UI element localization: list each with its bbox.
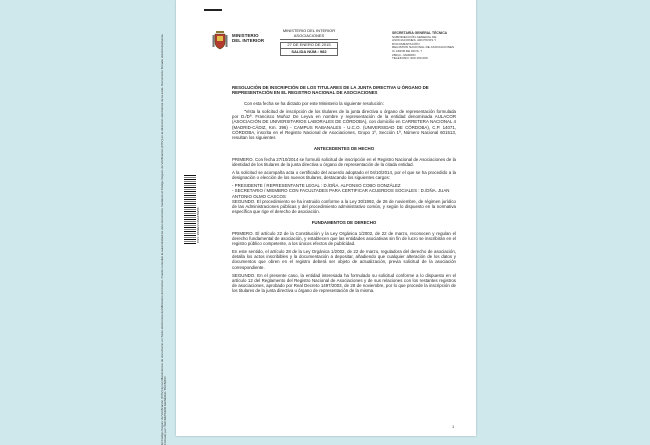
list-item: - SECRETARIO / MIEMBRO CON FACULTADES PARA CERTIFICAR ACUERDOS SOCIALES : D./DÑA. JUAN ANTONIO OLMO CASCOS bbox=[232, 188, 450, 199]
stamp-ministry: MINISTERIO DEL INTERIOR bbox=[282, 28, 336, 33]
registry-stamp bbox=[280, 29, 338, 56]
office-line: REGISTRO NACIONAL DE ASOCIACIONES bbox=[392, 45, 455, 50]
document-page bbox=[160, 0, 476, 445]
office-heading: SECRETARÍA GENERAL TÉCNICA bbox=[392, 31, 448, 35]
paragraph: "Vista la solicitud de inscripción de los titulares de la junta directiva u órgano de representación formulada por D./Dª. Francisco Muñoz De Leyva en nombre y representación de la entidad denominada AULACOR (ASOCIACIÓN DE UNIVERSITARIOS LABORALES DE CÓRDOBA), con domicilio en CARRETERA NACIONAL 4 (MADRID-CÁDIZ, Km. 396) - CAMPUS RABANALES - U.C.O. (UNIVERSIDAD DE CÓRDOBA), C.P. 14071, CÓRDOBA, inscrita en el Registro Nacional de Asociaciones, Grupo 1º, Sección 1ª, Número Nacional 601513, resultan los siguientes bbox=[232, 109, 456, 140]
top-dash-mark bbox=[204, 9, 222, 11]
paragraph: A la solicitud se acompaña acta o certificado del acuerdo adoptado el 04/10/2014, por el que se ha procedido a la designación o elección de los nuevos titulares, destacando los siguientes cargos: bbox=[232, 170, 456, 181]
page-number: 1 bbox=[452, 424, 455, 429]
issuing-office bbox=[392, 32, 472, 61]
list-item: - PRESIDENTE / REPRESENTANTE LEGAL : D./DÑA. ALFONSO COBO GONZÁLEZ bbox=[232, 183, 401, 189]
paragraph: SEGUNDO. En el presente caso, la entidad interesada ha formulado su solicitud conforme a lo dispuesto en el artículo 12 del Reglamento del Registro Nacional de Asociaciones y de sus relaciones con los restantes registros de asociaciones, aprobado por Real Decreto 1497/2003, de 28 de noviembre, por lo que procede la inscripción de los titulares de la junta directiva u órgano de representación de la misma. bbox=[232, 272, 456, 293]
coat-of-arms-icon bbox=[212, 30, 228, 50]
paragraph: En este sentido, el artículo 28 de la Ley Orgánica 1/2002, de 22 de marzo, reguladora del derecho de asociación, detalla los actos inscribibles y la documentación a depositar, añadiendo que cualquier alteración de los datos y documentos que obren en el registro deberá ser objeto de actualización, previa solicitud de la asociación correspondiente. bbox=[232, 249, 456, 270]
office-line: 28014 - MADRID bbox=[392, 52, 416, 57]
section-heading: FUNDAMENTOS DE DERECHO bbox=[311, 219, 377, 225]
paragraph: SEGUNDO. El procedimiento se ha instruido conforme a la Ley 30/1992, de 26 de noviembre, de régimen jurídico de las Administraciones públicas y del procedimiento administrativo común, y según lo dispuesto en la normativa específica que rige el derecho de asociación. bbox=[232, 198, 456, 214]
paragraph: PRIMERO. El artículo 22 de la Constitución y la Ley Orgánica 1/2002, de 22 de marzo, reconocen y regulan el derecho fundamental de asociación, y establecen que las entidades asociativas sin fin de lucro se inscribirán en el registro público competente, a los únicos efectos de publicidad. bbox=[232, 230, 456, 247]
paragraph: PRIMERO. Con fecha 27/10/2014 se formuló solicitud de inscripción en el Registro Nacional de Asociaciones de la identidad de los titulares de la junta directiva u órgano de representación de la citada entidad. bbox=[232, 156, 456, 168]
office-line: TELÉFONO: 900 150 000 bbox=[392, 56, 428, 61]
stamp-exit-number: SALIDA NÚM.: 982 bbox=[280, 49, 338, 56]
stamp-department: ASOCIACIONES bbox=[293, 32, 325, 38]
barcode bbox=[184, 175, 196, 245]
intro-paragraph: Con esta fecha se ha dictado por este Ministerio la siguiente resolución: bbox=[244, 101, 384, 107]
stamp-date: 27 DE ENERO DE 2015 bbox=[280, 42, 338, 50]
barcode-caption: CSV: 9SWEVV4SAF5W56 bbox=[196, 207, 200, 243]
office-line: SUBDIRECCIÓN GENERAL DE bbox=[392, 34, 437, 39]
office-line: ASOCIACIONES, ARCHIVOS Y bbox=[392, 38, 437, 43]
document-title: RESOLUCIÓN DE INSCRIPCIÓN DE LOS TITULARES DE LA JUNTA DIRECTIVA U ÓRGANO DE REPRESENTACIÓN EN EL REGISTRO NACIONAL DE ASOCIACIONES bbox=[232, 85, 429, 96]
ministry-name: MINISTERIO DEL INTERIOR bbox=[232, 33, 265, 43]
side-verification-text: El Código Seguro de Verificación (CSV) de los Mecanismos de documento en Sede electrónica del Ministerio del Interior. Puede consultar la autenticidad de este documento mediante el Código Seguro de Verificación (CSV) en la dirección electrónica de la sede. Documento firmado electrónicamente. Firmado por: SECRETARIO GENERAL TÉCNICO bbox=[160, 33, 168, 445]
document-body bbox=[232, 85, 456, 296]
section-heading: ANTECEDENTES DE HECHO bbox=[313, 145, 375, 151]
office-line: DOCUMENTACIÓN bbox=[392, 41, 420, 46]
office-line: C/ AMOR DE DIOS, 7 bbox=[392, 48, 423, 53]
